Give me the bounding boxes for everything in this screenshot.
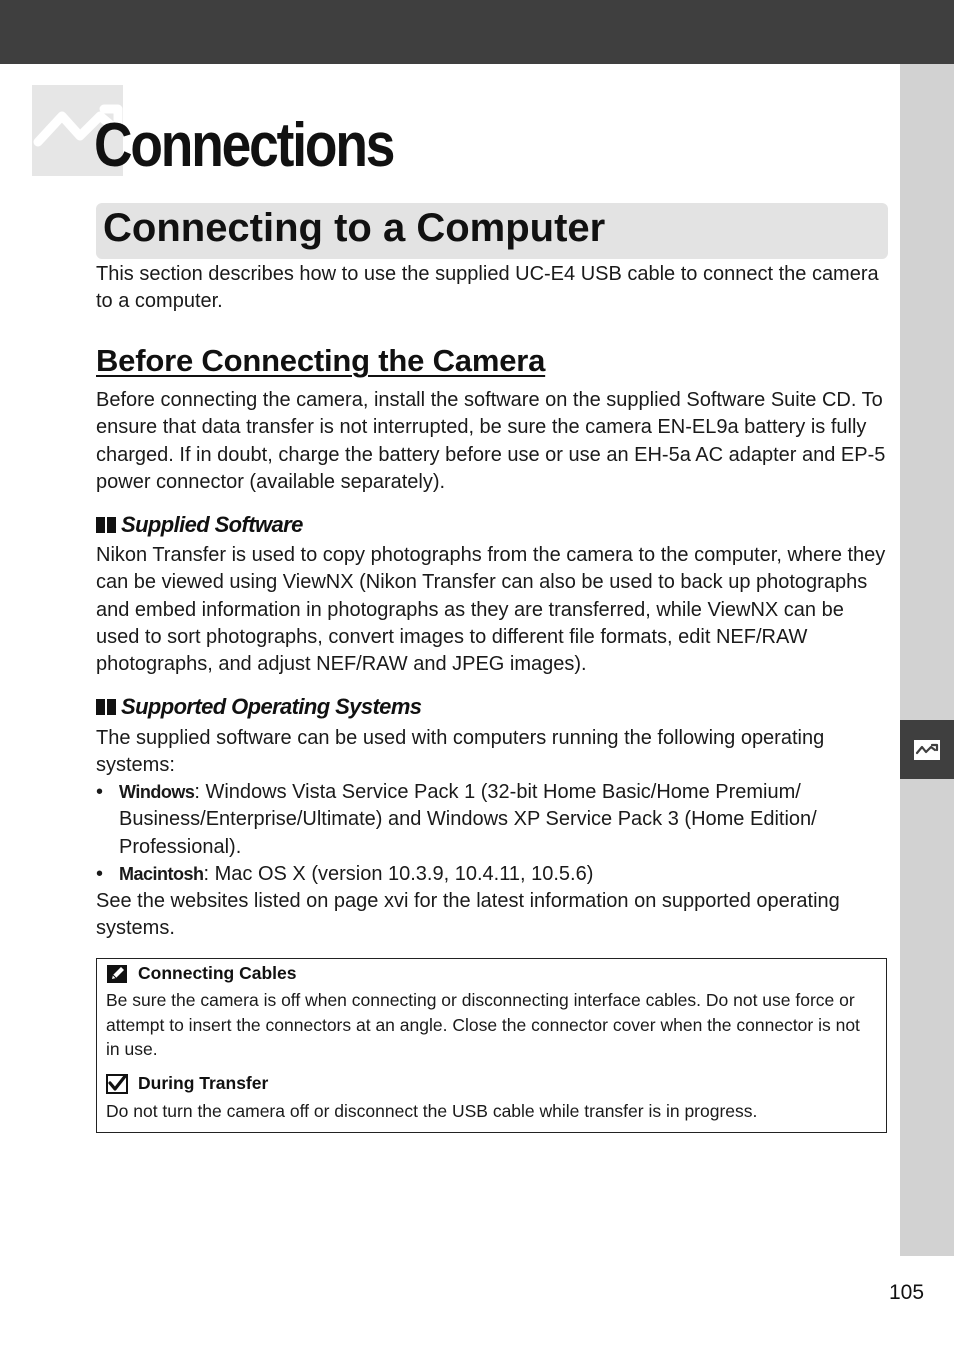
before-connecting-text: Before connecting the camera, install the software on the supplied Software Suite CD. To ensure that data transfer is not interrupted, be sure the camera EN-EL9a battery is fully charged. If in doubt, charge the battery before use or use an EH-5a AC adapter and EP-5 power connector (available separately). <box>96 389 886 493</box>
section-intro: This section describes how to use the supplied UC-E4 USB cable to connect the camera to a computer. <box>96 263 879 313</box>
supported-os-title: Supported Operating Systems <box>121 694 422 719</box>
heading-marker-icon <box>96 699 105 715</box>
heading-marker-icon <box>96 517 105 533</box>
list-item <box>96 779 888 861</box>
supported-os-intro: The supplied software can be used with computers running the following operating systems: <box>96 727 825 777</box>
note-text: Be sure the camera is off when connecting or disconnecting interface cables. Do not use force or attempt to insert the connectors at an angle. Close the connector cover when the connector is not in use. <box>106 990 860 1059</box>
note-title: During Transfer <box>138 1073 269 1093</box>
os-list <box>96 779 888 888</box>
before-connecting-heading: Before Connecting the Camera <box>96 343 546 378</box>
pencil-icon <box>106 964 128 984</box>
supported-os-footer: See the websites listed on page xvi for the latest information on supported operating systems. <box>96 890 840 940</box>
checkmark-icon <box>106 1074 128 1094</box>
top-bar <box>0 0 954 64</box>
note-heading <box>106 963 297 984</box>
supplied-software-text: Nikon Transfer is used to copy photographs from the camera to the computer, where they can be viewed using ViewNX (Nikon Transfer can also be used to back up photographs and embed information in photographs as they are transferred, while ViewNX can be used to sort photographs, convert images to different file formats, edit NEF/RAW photographs, and adjust NEF/RAW and JPEG images). <box>96 544 886 676</box>
list-item <box>96 861 888 888</box>
chapter-title: Connections <box>94 111 394 180</box>
note-text: Do not turn the camera off or disconnect the USB cable while transfer is in progress. <box>106 1101 758 1121</box>
supported-os-heading <box>96 693 421 721</box>
heading-marker-icon <box>107 699 116 715</box>
side-strip <box>900 64 954 1256</box>
heading-marker-icon <box>107 517 116 533</box>
bullet: • <box>96 781 104 803</box>
os-name: Windows <box>119 782 195 802</box>
os-name: Macintosh <box>119 863 204 884</box>
bullet: • <box>96 862 104 885</box>
section-title: Connecting to a Computer <box>103 206 606 250</box>
page-number: 105 <box>889 1281 925 1304</box>
os-detail: : Mac OS X (version 10.3.9, 10.4.11, 10.5.6) <box>203 862 594 885</box>
note-title: Connecting Cables <box>138 963 297 983</box>
supplied-software-heading <box>96 511 303 539</box>
notes-box <box>96 958 887 1133</box>
connections-tab-icon <box>913 739 941 761</box>
chapter-tab[interactable] <box>900 720 954 779</box>
supplied-software-title: Supplied Software <box>121 512 303 537</box>
note-heading <box>106 1073 268 1094</box>
os-detail: : Windows Vista Service Pack 1 (32-bit Home Basic/Home Premium/ Business/Enterprise/Ultimate) and Windows XP Service Pack 3 (Home Edition/ Professional). <box>119 781 817 858</box>
